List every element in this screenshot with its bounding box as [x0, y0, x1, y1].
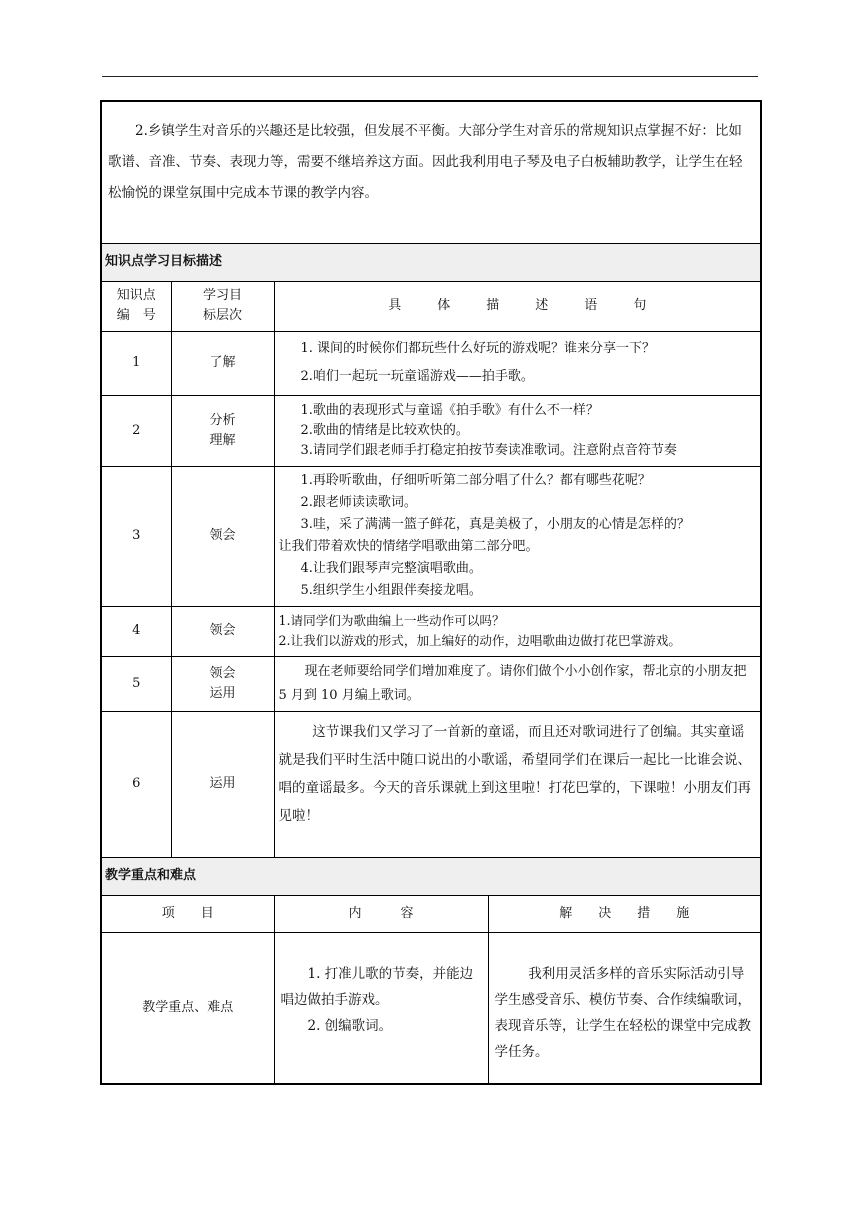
row-number: 3 — [101, 466, 171, 606]
row-description — [274, 606, 761, 656]
description-line: 4.让我们跟琴声完整演唱歌曲。 — [300, 561, 482, 576]
header-description-char: 描 — [486, 298, 500, 313]
header-description-char: 具 — [388, 298, 402, 313]
row-level — [171, 606, 274, 656]
description-line: 2.让我们以游戏的形式，加上编好的动作，边唱歌曲边做打花巴掌游戏。 — [278, 633, 681, 648]
section-title-objectives: 知识点学习目标描述 — [101, 243, 761, 281]
description-line: 现在老师要给同学们增加难度了。请你们做个小小创作家，帮北京的小朋友把 5 月到 10 月编上歌词。 — [278, 663, 747, 703]
description-line: 1. 课间的时候你们都玩些什么好玩的游戏呢？谁来分享一下？ — [300, 341, 656, 356]
row-level-line1: 了解 — [209, 355, 236, 370]
description-line: 3.请同学们跟老师手打稳定拍按节奏读准歌词。注意附点音符节奏 — [300, 442, 677, 458]
measures-text: 我利用灵活多样的音乐实际活动引导学生感受音乐、模仿节奏、合作续编歌词，表现音乐等，让学生在轻松的课堂中完成教学任务。 — [494, 965, 751, 1060]
row-level-line1: 分析 — [209, 412, 236, 428]
lesson-plan-table — [100, 100, 762, 1085]
content-line: 1. 打准儿歌的节奏，并能边唱边做拍手游戏。 — [280, 965, 474, 1008]
header-objective-level-line2: 标层次 — [202, 308, 242, 323]
description-line: 5.组织学生小组跟伴奏接龙唱。 — [300, 583, 482, 598]
row-number: 6 — [101, 711, 171, 857]
header-description-char: 述 — [535, 298, 549, 313]
header-content: 内 容 — [274, 895, 488, 932]
row-description — [274, 711, 761, 857]
description-line: 1.再聆听歌曲，仔细听听第二部分唱了什么？都有哪些花呢？ — [300, 473, 651, 488]
description-line: 1.歌曲的表现形式与童谣《拍手歌》有什么不一样？ — [300, 402, 599, 418]
description-line: 2.咱们一起玩一玩童谣游戏——拍手歌。 — [300, 369, 534, 384]
header-objective-level-line1: 学习目 — [202, 288, 242, 303]
key-points-item: 教学重点、难点 — [101, 932, 274, 1084]
header-objective-level — [171, 281, 274, 331]
row-level-line1: 领会 — [209, 665, 236, 681]
header-item: 项 目 — [101, 895, 274, 932]
header-knowledge-number-line2: 编 号 — [116, 308, 156, 323]
row-description — [274, 331, 761, 395]
key-points-measures — [488, 932, 761, 1084]
header-knowledge-number — [101, 281, 171, 331]
header-measures: 解 决 措 施 — [488, 895, 761, 932]
section-title-key-points: 教学重点和难点 — [101, 857, 761, 895]
row-description — [274, 395, 761, 466]
header-knowledge-number-line1: 知识点 — [116, 288, 156, 303]
description-line: 2.跟老师读读歌词。 — [300, 495, 417, 510]
header-description-char: 体 — [437, 298, 451, 313]
row-number: 5 — [101, 656, 171, 711]
intro-paragraph: 2.乡镇学生对音乐的兴趣还是比较强，但发展不平衡。大部分学生对音乐的常规知识点掌握不好：比如歌谱、音准、节奏、表现力等，需要不继培养这方面。因此我利用电子琴及电子白板辅助教学，让学生在轻松愉悦的课堂氛围中完成本节课的教学内容。 — [108, 123, 743, 201]
row-level — [171, 395, 274, 466]
header-description — [274, 281, 761, 331]
row-level — [171, 331, 274, 395]
row-level — [171, 466, 274, 606]
description-line: 这节课我们又学习了一首新的童谣，而且还对歌词进行了创编。其实童谣就是我们平时生活中随口说出的小歌谣，希望同学们在课后一起比一比谁会说、唱的童谣最多。今天的音乐课就上到这里啦！打花巴掌的，下课啦！小朋友们再见啦！ — [278, 723, 751, 824]
row-number: 2 — [101, 395, 171, 466]
row-level-line2: 运用 — [209, 685, 236, 701]
row-number: 1 — [101, 331, 171, 395]
row-level-line1: 运用 — [209, 776, 236, 791]
row-number: 4 — [101, 606, 171, 656]
header-description-char: 句 — [633, 298, 647, 313]
row-level — [171, 656, 274, 711]
row-level — [171, 711, 274, 857]
row-level-line2: 理解 — [209, 432, 236, 448]
header-description-char: 语 — [584, 298, 598, 313]
intro-paragraph-cell — [101, 101, 761, 243]
row-level-line1: 领会 — [209, 528, 236, 543]
description-line: 2.歌曲的情绪是比较欢快的。 — [300, 422, 469, 438]
key-points-content — [274, 932, 488, 1084]
row-level-line1: 领会 — [209, 623, 236, 638]
row-description — [274, 656, 761, 711]
row-description — [274, 466, 761, 606]
page-header-rule — [102, 76, 758, 77]
content-line: 2. 创编歌词。 — [307, 1017, 393, 1034]
description-line: 1.请同学们为歌曲编上一些动作可以吗？ — [278, 613, 505, 628]
description-line: 让我们带着欢快的情绪学唱歌曲第二部分吧。 — [278, 539, 539, 554]
description-line: 3.哇，采了满满一篮子鲜花，真是美极了，小朋友的心情是怎样的？ — [300, 517, 690, 532]
